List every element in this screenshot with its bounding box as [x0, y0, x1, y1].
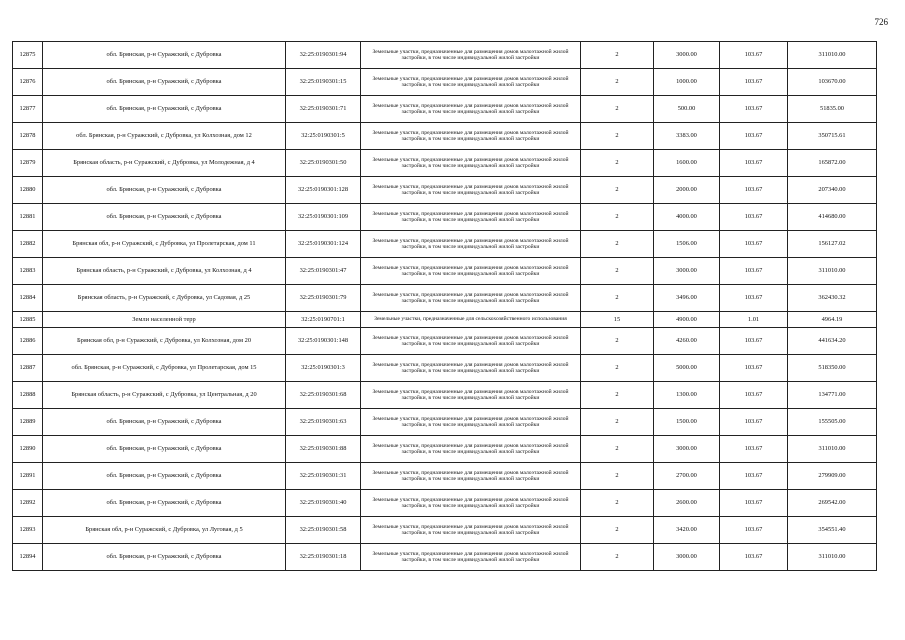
- specific-value-cell: 103.67: [720, 328, 788, 355]
- row-number-cell: 12887: [13, 355, 43, 382]
- area-cell: 3000.00: [654, 436, 720, 463]
- cadastral-value-cell: 311010.00: [788, 258, 877, 285]
- cadastral-value-cell: 156127.02: [788, 231, 877, 258]
- cadastral-number-cell: 32:25:0190301:68: [286, 382, 361, 409]
- group-cell: 2: [581, 328, 654, 355]
- area-cell: 4260.00: [654, 328, 720, 355]
- table-body: [13, 42, 877, 571]
- cadastral-value-cell: 311010.00: [788, 436, 877, 463]
- specific-value-cell: 1.01: [720, 312, 788, 328]
- cadastral-value-cell: 311010.00: [788, 544, 877, 571]
- row-number-cell: 12880: [13, 177, 43, 204]
- land-purpose-cell: Земельные участки, предназначенные для размещения домов малоэтажной жилой застройки, в том числе индивидуальной жилой застройки: [361, 69, 581, 96]
- land-purpose-cell: Земельные участки, предназначенные для размещения домов малоэтажной жилой застройки, в том числе индивидуальной жилой застройки: [361, 544, 581, 571]
- row-number-cell: 12879: [13, 150, 43, 177]
- specific-value-cell: 103.67: [720, 69, 788, 96]
- land-purpose-cell: Земельные участки, предназначенные для размещения домов малоэтажной жилой застройки, в том числе индивидуальной жилой застройки: [361, 409, 581, 436]
- group-cell: 2: [581, 463, 654, 490]
- area-cell: 3496.00: [654, 285, 720, 312]
- land-purpose-cell: Земельные участки, предназначенные для размещения домов малоэтажной жилой застройки, в том числе индивидуальной жилой застройки: [361, 382, 581, 409]
- specific-value-cell: 103.67: [720, 436, 788, 463]
- address-cell: Брянская область, р-н Суражский, с Дубровка, ул Центральная, д 20: [43, 382, 286, 409]
- row-number-cell: 12885: [13, 312, 43, 328]
- row-number-cell: 12888: [13, 382, 43, 409]
- group-cell: 2: [581, 123, 654, 150]
- area-cell: 1500.00: [654, 409, 720, 436]
- land-purpose-cell: Земельные участки, предназначенные для размещения домов малоэтажной жилой застройки, в том числе индивидуальной жилой застройки: [361, 517, 581, 544]
- specific-value-cell: 103.67: [720, 409, 788, 436]
- address-cell: обл. Брянская, р-н Суражский, с Дубровка, ул Колхозная, дом 12: [43, 123, 286, 150]
- cadastral-number-cell: 32:25:0190301:31: [286, 463, 361, 490]
- area-cell: 4000.00: [654, 204, 720, 231]
- address-cell: обл. Брянская, р-н Суражский, с Дубровка: [43, 42, 286, 69]
- cadastral-number-cell: 32:25:0190301:5: [286, 123, 361, 150]
- row-number-cell: 12882: [13, 231, 43, 258]
- table-row: [13, 258, 877, 285]
- area-cell: 3383.00: [654, 123, 720, 150]
- area-cell: 2600.00: [654, 490, 720, 517]
- group-cell: 2: [581, 355, 654, 382]
- row-number-cell: 12893: [13, 517, 43, 544]
- table-row: [13, 382, 877, 409]
- area-cell: 3000.00: [654, 544, 720, 571]
- table-row: [13, 409, 877, 436]
- table-row: [13, 355, 877, 382]
- cadastral-value-cell: 362430.32: [788, 285, 877, 312]
- group-cell: 2: [581, 42, 654, 69]
- cadastral-number-cell: 32:25:0190301:18: [286, 544, 361, 571]
- table-row: [13, 463, 877, 490]
- row-number-cell: 12890: [13, 436, 43, 463]
- area-cell: 4900.00: [654, 312, 720, 328]
- address-cell: обл. Брянская, р-н Суражский, с Дубровка: [43, 204, 286, 231]
- area-cell: 3420.00: [654, 517, 720, 544]
- cadastral-number-cell: 32:25:0190301:50: [286, 150, 361, 177]
- group-cell: 15: [581, 312, 654, 328]
- group-cell: 2: [581, 382, 654, 409]
- area-cell: 1600.00: [654, 150, 720, 177]
- cadastral-number-cell: 32:25:0190301:128: [286, 177, 361, 204]
- cadastral-number-cell: 32:25:0190301:63: [286, 409, 361, 436]
- area-cell: 5000.00: [654, 355, 720, 382]
- land-purpose-cell: Земельные участки, предназначенные для размещения домов малоэтажной жилой застройки, в том числе индивидуальной жилой застройки: [361, 123, 581, 150]
- table-row: [13, 123, 877, 150]
- table-row: [13, 285, 877, 312]
- area-cell: 3000.00: [654, 258, 720, 285]
- address-cell: обл. Брянская, р-н Суражский, с Дубровка: [43, 69, 286, 96]
- row-number-cell: 12894: [13, 544, 43, 571]
- cadastral-number-cell: 32:25:0190301:58: [286, 517, 361, 544]
- table-row: [13, 436, 877, 463]
- row-number-cell: 12878: [13, 123, 43, 150]
- row-number-cell: 12876: [13, 69, 43, 96]
- specific-value-cell: 103.67: [720, 258, 788, 285]
- cadastral-number-cell: 32:25:0190301:88: [286, 436, 361, 463]
- cadastral-number-cell: 32:25:0190301:40: [286, 490, 361, 517]
- specific-value-cell: 103.67: [720, 177, 788, 204]
- address-cell: обл. Брянская, р-н Суражский, с Дубровка: [43, 463, 286, 490]
- land-purpose-cell: Земельные участки, предназначенные для размещения домов малоэтажной жилой застройки, в том числе индивидуальной жилой застройки: [361, 355, 581, 382]
- land-purpose-cell: Земельные участки, предназначенные для размещения домов малоэтажной жилой застройки, в том числе индивидуальной жилой застройки: [361, 436, 581, 463]
- group-cell: 2: [581, 231, 654, 258]
- specific-value-cell: 103.67: [720, 150, 788, 177]
- land-purpose-cell: Земельные участки, предназначенные для размещения домов малоэтажной жилой застройки, в том числе индивидуальной жилой застройки: [361, 463, 581, 490]
- group-cell: 2: [581, 258, 654, 285]
- row-number-cell: 12889: [13, 409, 43, 436]
- table-row: [13, 69, 877, 96]
- group-cell: 2: [581, 69, 654, 96]
- address-cell: Брянская область, р-н Суражский, с Дубровка, ул Садовая, д 25: [43, 285, 286, 312]
- cadastral-value-cell: 414680.00: [788, 204, 877, 231]
- land-purpose-cell: Земельные участки, предназначенные для сельскохозяйственного использования: [361, 312, 581, 328]
- cadastral-number-cell: 32:25:0190301:71: [286, 96, 361, 123]
- specific-value-cell: 103.67: [720, 96, 788, 123]
- group-cell: 2: [581, 96, 654, 123]
- cadastral-number-cell: 32:25:0190301:94: [286, 42, 361, 69]
- row-number-cell: 12886: [13, 328, 43, 355]
- specific-value-cell: 103.67: [720, 382, 788, 409]
- land-purpose-cell: Земельные участки, предназначенные для размещения домов малоэтажной жилой застройки, в том числе индивидуальной жилой застройки: [361, 285, 581, 312]
- table-row: [13, 490, 877, 517]
- row-number-cell: 12877: [13, 96, 43, 123]
- area-cell: 3000.00: [654, 42, 720, 69]
- land-purpose-cell: Земельные участки, предназначенные для размещения домов малоэтажной жилой застройки, в том числе индивидуальной жилой застройки: [361, 150, 581, 177]
- area-cell: 1300.00: [654, 382, 720, 409]
- group-cell: 2: [581, 544, 654, 571]
- group-cell: 2: [581, 490, 654, 517]
- table-row: [13, 231, 877, 258]
- specific-value-cell: 103.67: [720, 285, 788, 312]
- specific-value-cell: 103.67: [720, 123, 788, 150]
- address-cell: Брянская обл, р-н Суражский, с Дубровка, ул Луговая, д 5: [43, 517, 286, 544]
- land-purpose-cell: Земельные участки, предназначенные для размещения домов малоэтажной жилой застройки, в том числе индивидуальной жилой застройки: [361, 177, 581, 204]
- cadastral-value-cell: 441634.20: [788, 328, 877, 355]
- cadastral-value-cell: 518350.00: [788, 355, 877, 382]
- row-number-cell: 12881: [13, 204, 43, 231]
- table-row: [13, 328, 877, 355]
- specific-value-cell: 103.67: [720, 355, 788, 382]
- table-row: [13, 312, 877, 328]
- land-purpose-cell: Земельные участки, предназначенные для размещения домов малоэтажной жилой застройки, в том числе индивидуальной жилой застройки: [361, 231, 581, 258]
- row-number-cell: 12884: [13, 285, 43, 312]
- specific-value-cell: 103.67: [720, 463, 788, 490]
- area-cell: 1000.00: [654, 69, 720, 96]
- cadastral-number-cell: 32:25:0190301:148: [286, 328, 361, 355]
- cadastral-number-cell: 32:25:0190301:3: [286, 355, 361, 382]
- address-cell: обл. Брянская, р-н Суражский, с Дубровка: [43, 490, 286, 517]
- cadastral-number-cell: 32:25:0190301:109: [286, 204, 361, 231]
- cadastral-value-cell: 350715.61: [788, 123, 877, 150]
- specific-value-cell: 103.67: [720, 544, 788, 571]
- table-row: [13, 204, 877, 231]
- cadastral-value-cell: 207340.00: [788, 177, 877, 204]
- specific-value-cell: 103.67: [720, 42, 788, 69]
- area-cell: 2700.00: [654, 463, 720, 490]
- area-cell: 500.00: [654, 96, 720, 123]
- land-purpose-cell: Земельные участки, предназначенные для размещения домов малоэтажной жилой застройки, в том числе индивидуальной жилой застройки: [361, 204, 581, 231]
- address-cell: Брянская обл, р-н Суражский, с Дубровка, ул Колхозная, дом 20: [43, 328, 286, 355]
- cadastral-value-cell: 311010.00: [788, 42, 877, 69]
- cadastral-value-cell: 165872.00: [788, 150, 877, 177]
- address-cell: обл. Брянская, р-н Суражский, с Дубровка: [43, 409, 286, 436]
- land-purpose-cell: Земельные участки, предназначенные для размещения домов малоэтажной жилой застройки, в том числе индивидуальной жилой застройки: [361, 490, 581, 517]
- table-row: [13, 150, 877, 177]
- cadastral-number-cell: 32:25:0190301:124: [286, 231, 361, 258]
- cadastral-value-cell: 134771.00: [788, 382, 877, 409]
- land-purpose-cell: Земельные участки, предназначенные для размещения домов малоэтажной жилой застройки, в том числе индивидуальной жилой застройки: [361, 328, 581, 355]
- page-number: 726: [874, 17, 888, 27]
- address-cell: Брянская область, р-н Суражский, с Дубровка, ул Молодежная, д 4: [43, 150, 286, 177]
- group-cell: 2: [581, 150, 654, 177]
- address-cell: обл. Брянская, р-н Суражский, с Дубровка, ул Пролетарская, дом 15: [43, 355, 286, 382]
- group-cell: 2: [581, 177, 654, 204]
- land-purpose-cell: Земельные участки, предназначенные для размещения домов малоэтажной жилой застройки, в том числе индивидуальной жилой застройки: [361, 258, 581, 285]
- row-number-cell: 12875: [13, 42, 43, 69]
- cadastral-value-cell: 269542.00: [788, 490, 877, 517]
- area-cell: 1506.00: [654, 231, 720, 258]
- cadastral-value-cell: 279909.00: [788, 463, 877, 490]
- cadastral-number-cell: 32:25:0190301:15: [286, 69, 361, 96]
- area-cell: 2000.00: [654, 177, 720, 204]
- address-cell: обл. Брянская, р-н Суражский, с Дубровка: [43, 96, 286, 123]
- specific-value-cell: 103.67: [720, 204, 788, 231]
- address-cell: обл. Брянская, р-н Суражский, с Дубровка: [43, 436, 286, 463]
- address-cell: обл. Брянская, р-н Суражский, с Дубровка: [43, 177, 286, 204]
- specific-value-cell: 103.67: [720, 490, 788, 517]
- group-cell: 2: [581, 204, 654, 231]
- address-cell: обл. Брянская, р-н Суражский, с Дубровка: [43, 544, 286, 571]
- table-row: [13, 177, 877, 204]
- cadastral-value-cell: 354551.40: [788, 517, 877, 544]
- table-row: [13, 517, 877, 544]
- group-cell: 2: [581, 285, 654, 312]
- group-cell: 2: [581, 409, 654, 436]
- cadastral-value-cell: 155505.00: [788, 409, 877, 436]
- address-cell: Земли населенной терр: [43, 312, 286, 328]
- row-number-cell: 12892: [13, 490, 43, 517]
- land-purpose-cell: Земельные участки, предназначенные для размещения домов малоэтажной жилой застройки, в том числе индивидуальной жилой застройки: [361, 96, 581, 123]
- cadastral-value-cell: 4964.19: [788, 312, 877, 328]
- table-row: [13, 96, 877, 123]
- cadastral-number-cell: 32:25:0190701:1: [286, 312, 361, 328]
- row-number-cell: 12891: [13, 463, 43, 490]
- specific-value-cell: 103.67: [720, 231, 788, 258]
- table-row: [13, 42, 877, 69]
- row-number-cell: 12883: [13, 258, 43, 285]
- cadastral-value-cell: 51835.00: [788, 96, 877, 123]
- group-cell: 2: [581, 517, 654, 544]
- cadastral-number-cell: 32:25:0190301:79: [286, 285, 361, 312]
- group-cell: 2: [581, 436, 654, 463]
- address-cell: Брянская обл, р-н Суражский, с Дубровка, ул Пролетарская, дом 11: [43, 231, 286, 258]
- cadastral-value-table: [12, 41, 877, 571]
- land-purpose-cell: Земельные участки, предназначенные для размещения домов малоэтажной жилой застройки, в том числе индивидуальной жилой застройки: [361, 42, 581, 69]
- specific-value-cell: 103.67: [720, 517, 788, 544]
- address-cell: Брянская область, р-н Суражский, с Дубровка, ул Колхозная, д 4: [43, 258, 286, 285]
- cadastral-number-cell: 32:25:0190301:47: [286, 258, 361, 285]
- cadastral-value-cell: 103670.00: [788, 69, 877, 96]
- table-row: [13, 544, 877, 571]
